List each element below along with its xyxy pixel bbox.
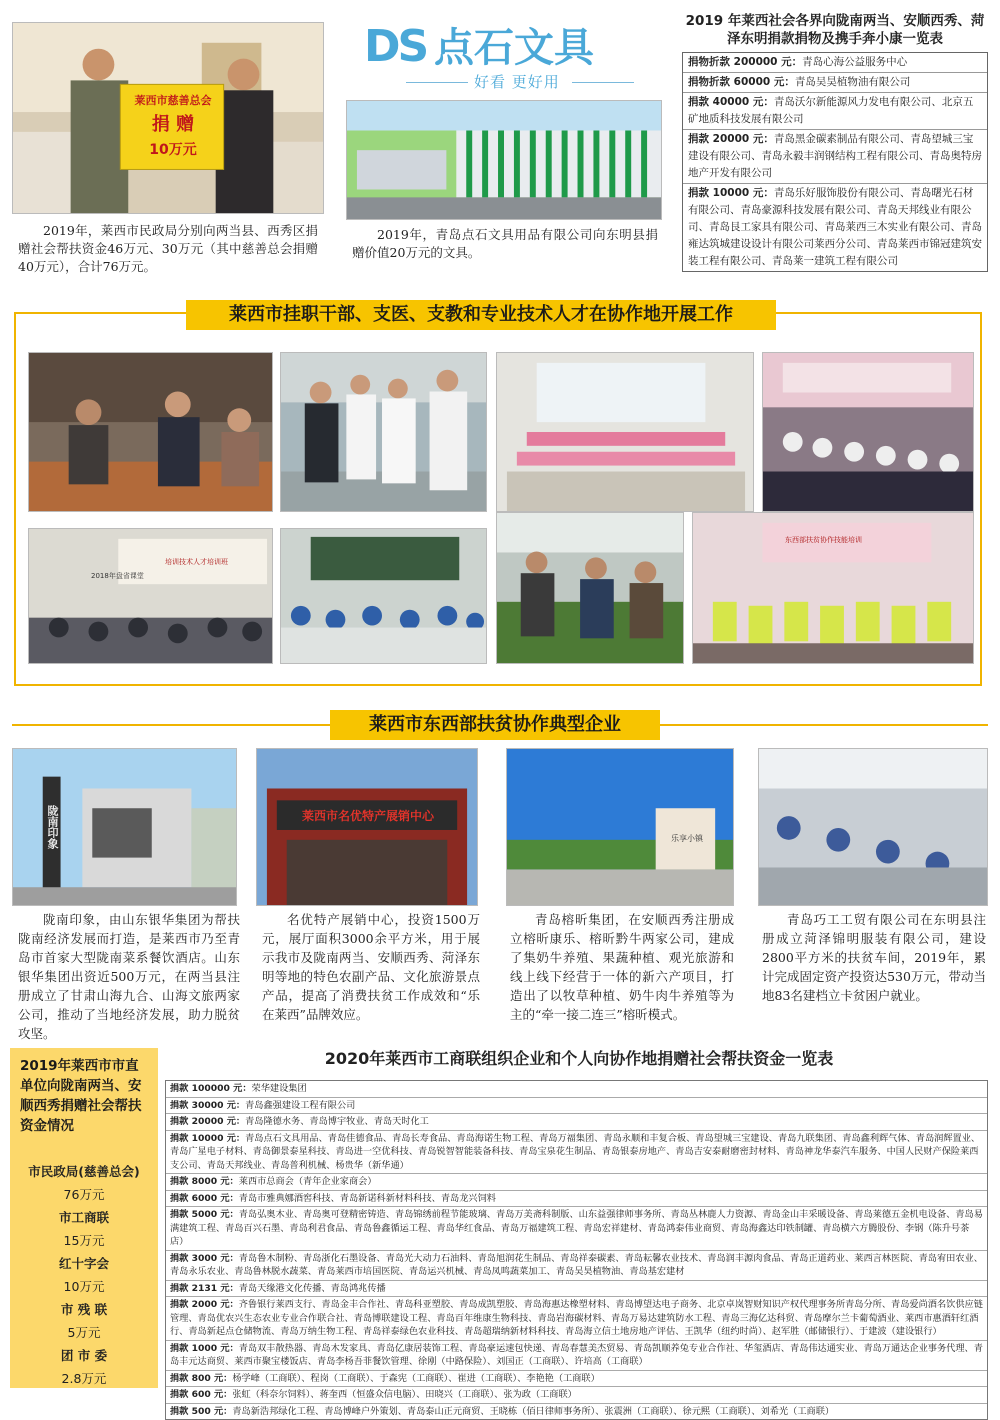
row-label: 捐款 40000 元：: [688, 96, 774, 108]
table-row: [166, 1404, 987, 1420]
table-row: [683, 130, 987, 184]
row-label: 捐物折款 200000 元：: [688, 56, 803, 68]
lecture-screen-text-1: 2018年盘省课堂: [91, 572, 144, 580]
row-text: 青岛鲁木制粉、青岛浙化石墨设备、青岛光大动力石油料、青岛旭润花生制品、青岛祥泰碳素、青岛耘馨农业技术、青岛润丰源肉食品、青岛正道药业、莱西言林医院、青岛宥田农业、青岛永乐农业、青岛鲁林脱水蔬菜、青岛莱西市培国医院、青岛运兴机械、青岛凤鸣蔬菜加工、青岛吴昊植物油、青岛基宏建材: [170, 1252, 983, 1277]
greenhouse-photo: [496, 512, 684, 664]
table-row: [166, 1131, 987, 1175]
row-label: 捐款 2131 元：: [170, 1282, 239, 1294]
school-class-photo: [280, 528, 487, 664]
table-row: [166, 1341, 987, 1371]
panel-title: 2019年莱西市市直单位向陇南两当、安顺西秀捐赠社会帮扶资金情况: [20, 1058, 142, 1134]
donor-table-title: 2019 年莱西社会各界向陇南两当、安顺西秀、菏泽东明捐款捐物及携手奔小康一览表: [685, 13, 985, 47]
row-label: 捐款 30000 元：: [170, 1099, 246, 1111]
table-row: [683, 93, 987, 130]
cadre-visit-photo: [28, 352, 273, 512]
table-row: [166, 1297, 987, 1341]
ranch-sign: 乐享小镇: [671, 834, 703, 843]
row-label: 捐款 8000 元：: [170, 1176, 239, 1187]
donation-ceremony-photo: [12, 22, 324, 214]
table-row: [166, 1281, 987, 1298]
donor-table: [682, 52, 988, 272]
row-label: 捐款 500 元：: [170, 1405, 233, 1417]
row-text: 青岛市雅典娜酒窖科技、青岛新诺科新材料科技、青岛龙兴饲料: [238, 1192, 496, 1204]
panel-item-name: 市民政局(慈善总会): [28, 1164, 140, 1179]
row-label: 捐款 3000 元：: [170, 1252, 239, 1264]
rongxin-ranch-photo: [506, 748, 734, 906]
row-text: 青岛天缘港文化传播、青岛鸿兆传播: [238, 1282, 386, 1294]
table-row: [683, 184, 987, 271]
panel-item-amount: 2.8万元: [61, 1371, 107, 1386]
row-label: 捐款 10000 元：: [688, 187, 774, 199]
sign-line-1: 莱西市慈善总会: [134, 94, 212, 107]
agri-training-photo: [762, 352, 974, 512]
caption-donation: 2019年，莱西市民政局分别向两当县、西秀区捐赠社会帮扶资金46万元、30万元（其中慈善总会捐赠40万元），合计76万元。: [18, 223, 318, 274]
row-text: 青岛新浩邦绿化工程、青岛博峰户外策划、青岛泰山正元商贸、王晓栋（佰日律师事务所）、张震洲（工商联）、徐元熙（工商联）、刘希光（工商联）: [232, 1405, 835, 1417]
panel-item-amount: 15万元: [63, 1233, 105, 1248]
commerce-donation-table: [165, 1080, 988, 1420]
row-text: 青岛心海公益服务中心: [802, 56, 908, 68]
row-text: 杨学峰（工商联）、程岗（工商联）、于森宪（工商联）、崔进（工商联）、李艳艳（工商联）: [232, 1372, 600, 1384]
panel-item-amount: 5万元: [67, 1325, 101, 1340]
panel-item-amount: 76万元: [63, 1187, 105, 1202]
lecture-screen-text-2: 培训技术人才培训班: [165, 558, 228, 566]
row-label: 捐款 10000 元：: [170, 1132, 246, 1144]
row-text: 张虹（科奈尔饲料）、蒋奎西（恒盛众信电脑）、田晓兴（工商联）、张为政（工商联）: [232, 1389, 577, 1400]
row-text: 莱西市总商会（青年企业家商会）: [238, 1176, 377, 1187]
row-label: 捐款 5000 元：: [170, 1209, 239, 1220]
row-label: 捐款 6000 元：: [170, 1192, 239, 1204]
logo-name: 点石文具: [434, 25, 594, 71]
cadre-work-banner: 莱西市挂职干部、支医、支教和专业技术人才在协作地开展工作: [186, 300, 776, 330]
row-text: 青岛弘奥木业、青岛奥可登精密铸造、青岛锦绣前程节能玻璃、青岛万美斋科制版、山东益强律师事务所、青岛丛林鹿人力资源、青岛金山丰采暖设备、青岛莱德五金机电设备、青岛易满建筑工程、青岛百兴石墨、青岛利君食品、青岛鲁鑫循运工程、青岛华红食品、青岛万福建筑工程、青岛宏祥建材、青岛鸿泰伟业商贸、青岛海鑫达印铁制罐、青岛横六方腾股份、李钢（陈升号茶店）: [170, 1209, 983, 1247]
medical-team-photo: [280, 352, 487, 512]
row-text: 青岛吴昊植物油有限公司: [794, 76, 911, 88]
table-row: [683, 53, 987, 73]
talent-lecture-photo: [28, 528, 273, 664]
panel-item-amount: 10万元: [63, 1279, 105, 1294]
table-row: [166, 1207, 987, 1251]
table-row: [166, 1251, 987, 1281]
row-text: 齐鲁银行莱西支行、青岛金丰合作社、青岛科亚塑胶、青岛成凯塑胶、青岛海惠达橡塑材料、青岛博望达电子商务、北京卓岚智财知识产权代理事务所青岛分所、青岛爱尚酒名饮供应链管理、青岛优农兴生态农业专业合作联合社、青岛博联建设工程、青岛百年维康生物科技、青岛岩海碳材料、青岛万易达建筑防水工程、青岛三海亿达科贸、青岛摩尔兰卡葡萄酒业、莱西市惠酒轩红酒行、青岛新起点仓储物流、青岛万纳生物工程、青岛祥泰绿色农业科技、青岛超瑞纳新材料科技、青岛海立信土地房地产评估、王凯华（纽约时尚）、赵军胜（邮储银行）、于建波（建设银行）: [170, 1299, 983, 1337]
row-text: 青岛隆德水务、青岛博宇牧业、青岛天时化工: [245, 1116, 429, 1127]
caption-stationery: 2019年，青岛点石文具用品有限公司向东明县捐赠价值20万元的文具。: [352, 227, 658, 260]
caption-longnan: 陇南印象，由山东银华集团为帮扶陇南经济发展而打造，是莱西市乃至青岛市首家大型陇南菜系餐饮酒店。山东银华集团出资近500万元，在两当县注册成立了甘肃山海九合、山海文旅两家公司，推动了当地经济发展，助力脱贫攻坚。: [18, 912, 240, 1041]
row-label: 捐款 2000 元：: [170, 1299, 239, 1310]
caption-specialty-center: 名优特产展销中心，投资1500万元，展厅面积3000余平方米，用于展示我市及陇南两当、安顺西秀、菏泽东明等地的特色农副产品、文化旅游景点产品，提高了消费扶贫工作成效和“乐在莱西”品牌效应。: [262, 912, 480, 1022]
row-label: 捐款 1000 元：: [170, 1342, 239, 1354]
row-text: 青岛乐好服饰股份有限公司、青岛曙光石材有限公司、青岛豪源科技发展有限公司、青岛天邦线业有限公司、青岛艮工家具有限公司、青岛莱西三木实业有限公司、青岛雍达筑城建设设计有限公司莱西分公司、青岛莱西市锦冠建筑安装工程有限公司、青岛莱一建筑工程有限公司: [688, 187, 982, 267]
row-label: 捐款 20000 元：: [688, 133, 774, 145]
workshop-banner-text: 东西部扶贫协作技能培训: [785, 536, 862, 544]
table-row: [166, 1081, 987, 1098]
row-label: 捐款 100000 元：: [170, 1083, 252, 1094]
specialty-center-photo: [256, 748, 478, 906]
caption-rongxin: 青岛榕昕集团，在安顺西秀注册成立榕昕康乐、榕昕黔牛两家公司，建成了集奶牛养殖、果蔬种植、观光旅游和线上线下经营于一体的新六产项目，打造出了以牧草种植、奶牛肉牛养殖等为主的“牵一接二连三”榕昕模式。: [510, 912, 734, 1022]
classroom-training-photo: [496, 352, 754, 512]
commerce-donation-table-title: 2020年莱西市工商联组织企业和个人向协作地捐赠社会帮扶资金一览表: [324, 1049, 834, 1068]
panel-item-name: 团 市 委: [60, 1348, 108, 1363]
row-text: 青岛黑金碳素制品有限公司、青岛望城三宝建设有限公司、青岛永毅丰润钢结构工程有限公司、青岛奥特房地产开发有限公司: [688, 133, 982, 179]
row-text: 青岛双丰散热器、青岛木发家具、青岛亿康居装饰工程、青岛豪运速包快递、青岛春慧美杰贸易、青岛凯顺养兔专业合作社、华玺酒店、青岛伟达通实业、青岛万通达企业事务代理、青岛丰元达商贸、莱西市聚宝楼饭店、青岛李杨吾菲餐饮管理、徐刚（中路保险）、刘国正（工商联）、许培高（工商联）: [170, 1342, 983, 1367]
sign-line-2: 捐 赠: [151, 114, 195, 135]
panel-item-name: 红十字会: [58, 1256, 109, 1271]
row-text: 青岛点石文具用品、青岛佳德食品、青岛长寿食品、青岛海诺生物工程、青岛万福集团、青岛永顺和丰复合板、青岛望城三宝建设、青岛九联集团、青岛鑫利辉气体、青岛润辉置业、青岛广星电子材料、青岛御景泰星科技、青岛进一空优科技、青岛锐智智能装备科技、青岛宝泉花生制品、青岛银泰房地产、青岛吉安泰耐磨密封材料、青岛神龙华泰汽车服务、中国人民财产保险莱西支公司、青岛天邦线业、青岛普利机械、杨贵华（新华通）: [170, 1132, 981, 1171]
sign-line-3: 10万元: [149, 142, 197, 158]
logo-slogan: 好看 更好用: [474, 73, 560, 91]
garment-workshop-photo: [758, 748, 988, 906]
workshop-training-photo: [692, 512, 974, 664]
table-row: [166, 1174, 987, 1191]
municipal-donation-panel: [10, 1048, 158, 1388]
logo-mark: DS: [364, 21, 427, 72]
row-text: 青岛沃尔新能源风力发电有限公司、北京五矿地质科技发展有限公司: [688, 96, 974, 125]
table-row: [166, 1387, 987, 1404]
table-row: [166, 1114, 987, 1131]
table-row: [683, 73, 987, 93]
specialty-center-sign: 莱西市名优特产展销中心: [301, 809, 434, 823]
caption-qiaogong: 青岛巧工工贸有限公司在东明县注册成立菏泽锦明服装有限公司，建设2800平方米的扶贫车间，2019年，累计完成固定资产投资达530万元，带动当地83名建档立卡贫困户就业。: [762, 912, 986, 1003]
table-row: [166, 1191, 987, 1208]
row-label: 捐款 600 元：: [170, 1389, 233, 1400]
longnan-restaurant-photo: [12, 748, 237, 906]
panel-item-name: 市工商联: [58, 1210, 109, 1225]
factory-photo: [346, 100, 662, 220]
row-text: 荣华建设集团: [251, 1083, 307, 1094]
enterprise-section-banner: 莱西市东西部扶贫协作典型企业: [330, 710, 660, 740]
table-row: [166, 1371, 987, 1388]
panel-item-name: 市 残 联: [60, 1302, 108, 1317]
table-row: [166, 1098, 987, 1115]
row-label: 捐款 20000 元：: [170, 1116, 246, 1127]
restaurant-sign: 陇南印象: [46, 805, 59, 849]
row-text: 青岛鑫强建设工程有限公司: [245, 1099, 356, 1111]
dianshi-logo: [344, 22, 664, 98]
row-label: 捐物折款 60000 元：: [688, 76, 795, 88]
row-label: 捐款 800 元：: [170, 1372, 233, 1384]
